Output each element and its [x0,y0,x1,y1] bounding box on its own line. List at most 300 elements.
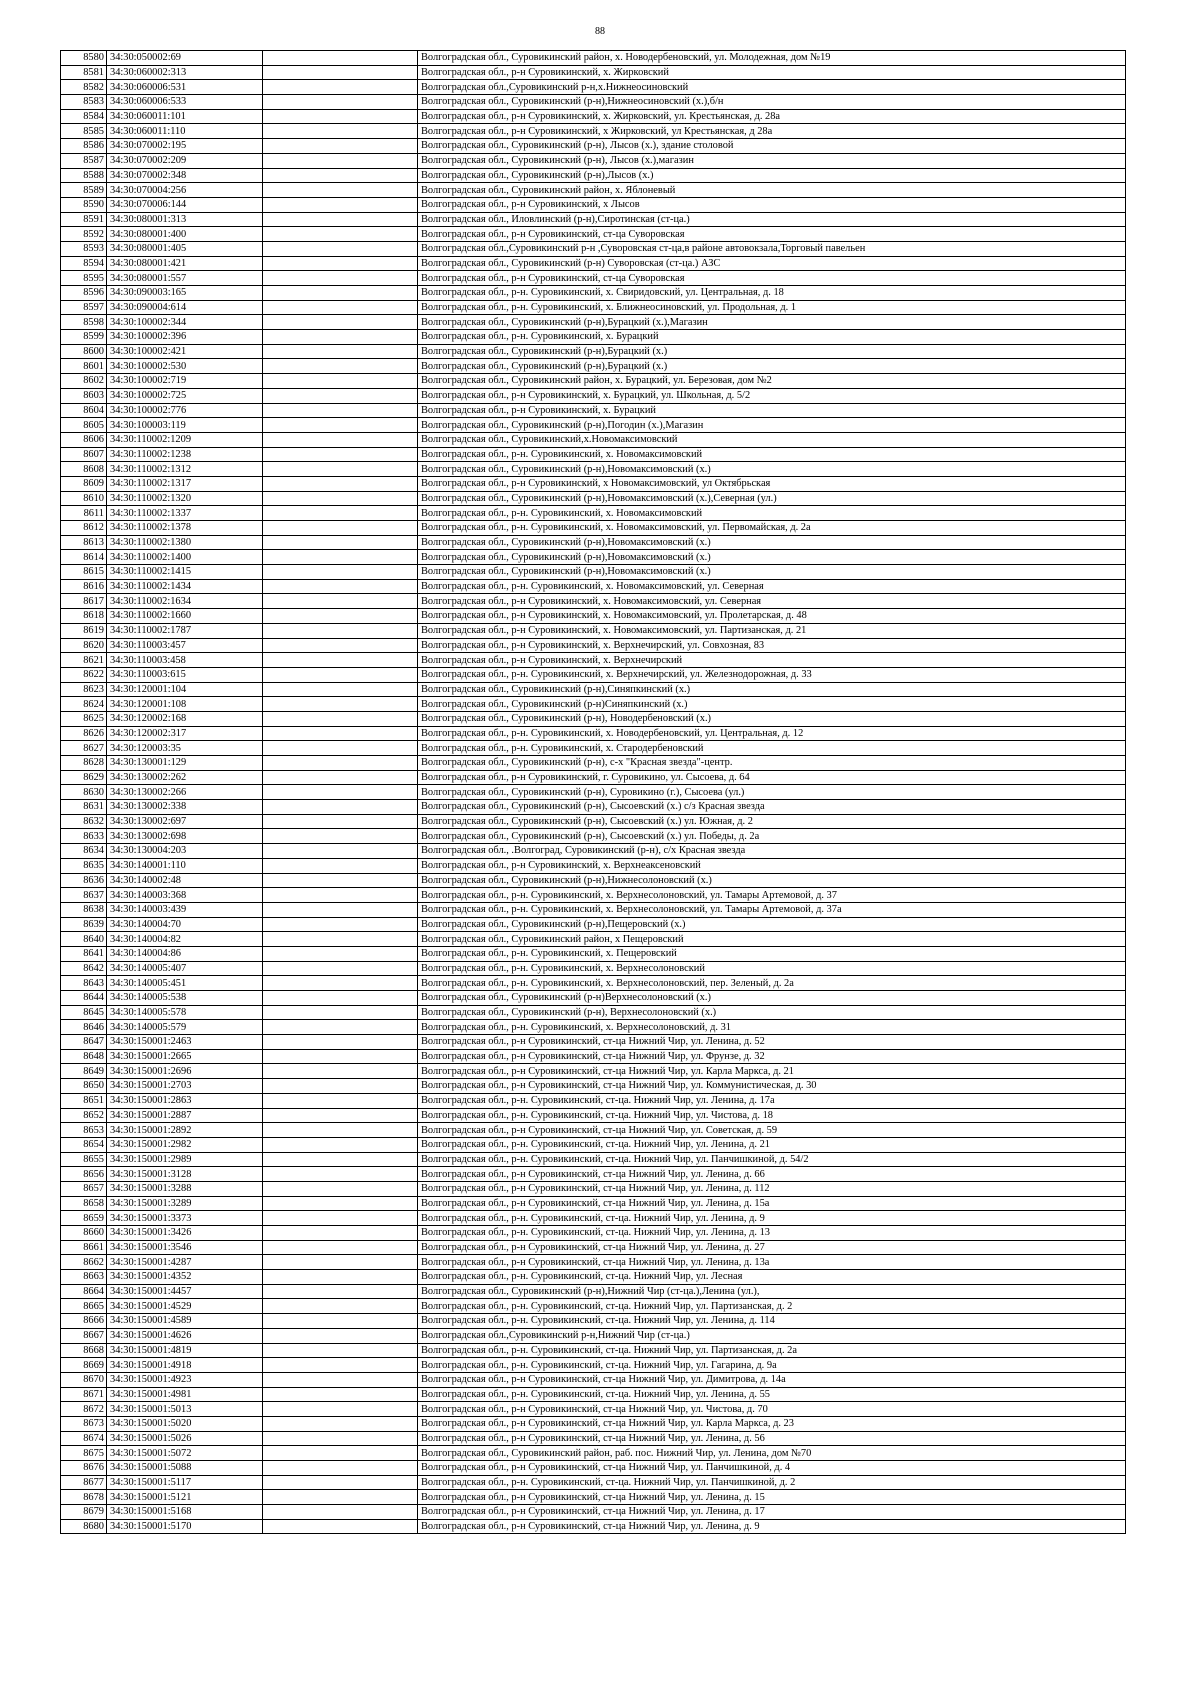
row-number-cell: 8643 [61,976,107,991]
row-number-cell: 8628 [61,756,107,771]
address-cell: Волгоградская обл., р-н Суровикинский, г. Суровикино, ул. Сысоева, д. 64 [418,770,1126,785]
address-cell: Волгоградская обл.,Суровикинский р-н,х.Нижнеосиновский [418,80,1126,95]
empty-cell [263,388,418,403]
cadastral-number-cell: 34:30:150001:5088 [107,1461,263,1476]
table-row [61,109,1126,124]
table-row [61,359,1126,374]
address-cell: Волгоградская обл.,Суровикинский р-н ,Суворовская ст-ца,в районе автовокзала,Торговый павельен [418,241,1126,256]
row-number-cell: 8583 [61,95,107,110]
table-row [61,1035,1126,1050]
cadastral-number-cell: 34:30:150001:5072 [107,1446,263,1461]
empty-cell [263,418,418,433]
cadastral-number-cell: 34:30:140002:48 [107,873,263,888]
table-row [61,388,1126,403]
address-cell: Волгоградская обл., р-н Суровикинский, х. Верхнечирский, ул. Совхозная, 83 [418,638,1126,653]
address-cell: Волгоградская обл., Суровикинский (р-н),Новомаксимовский (х.) [418,565,1126,580]
address-cell: Волгоградская обл., Суровикинский (р-н)Верхнесолоновский (х.) [418,991,1126,1006]
table-row [61,711,1126,726]
address-cell: Волгоградская обл., р-н Суровикинский, ст-ца Нижний Чир, ул. Чистова, д. 70 [418,1402,1126,1417]
empty-cell [263,139,418,154]
address-cell: Волгоградская обл., Суровикинский (р-н), Лысов (х.), здание столовой [418,139,1126,154]
empty-cell [263,800,418,815]
empty-cell [263,770,418,785]
empty-cell [263,1461,418,1476]
cadastral-number-cell: 34:30:080001:400 [107,227,263,242]
row-number-cell: 8599 [61,330,107,345]
cadastral-number-cell: 34:30:070002:209 [107,153,263,168]
table-row [61,932,1126,947]
table-row [61,432,1126,447]
row-number-cell: 8601 [61,359,107,374]
address-cell: Волгоградская обл., Суровикинский район, х. Новодербеновский, ул. Молодежная, дом №19 [418,51,1126,66]
row-number-cell: 8586 [61,139,107,154]
empty-cell [263,609,418,624]
empty-cell [263,667,418,682]
cadastral-number-cell: 34:30:120001:108 [107,697,263,712]
row-number-cell: 8667 [61,1328,107,1343]
cadastral-number-cell: 34:30:140001:110 [107,858,263,873]
table-row [61,506,1126,521]
row-number-cell: 8624 [61,697,107,712]
table-row [61,1093,1126,1108]
row-number-cell: 8674 [61,1431,107,1446]
address-cell: Волгоградская обл., р-н Суровикинский, ст-ца Нижний Чир, ул. Карла Маркса, д. 21 [418,1064,1126,1079]
empty-cell [263,1226,418,1241]
cadastral-number-cell: 34:30:140003:439 [107,902,263,917]
row-number-cell: 8622 [61,667,107,682]
table-row [61,550,1126,565]
empty-cell [263,814,418,829]
empty-cell [263,829,418,844]
table-row [61,300,1126,315]
table-row [61,1196,1126,1211]
address-cell: Волгоградская обл., р-н. Суровикинский, х. Пещеровский [418,946,1126,961]
cadastral-number-cell: 34:30:100002:776 [107,403,263,418]
cadastral-number-cell: 34:30:080001:557 [107,271,263,286]
empty-cell [263,1270,418,1285]
empty-cell [263,315,418,330]
page-number: 88 [595,26,605,37]
address-cell: Волгоградская обл., Суровикинский (р-н),Лысов (х.) [418,168,1126,183]
row-number-cell: 8588 [61,168,107,183]
address-cell: Волгоградская обл., р-н. Суровикинский, ст-ца. Нижний Чир, ул. Партизанская, д. 2 [418,1299,1126,1314]
table-row [61,829,1126,844]
cadastral-number-cell: 34:30:150001:3289 [107,1196,263,1211]
empty-cell [263,844,418,859]
empty-cell [263,227,418,242]
empty-cell [263,1020,418,1035]
row-number-cell: 8627 [61,741,107,756]
row-number-cell: 8649 [61,1064,107,1079]
empty-cell [263,1211,418,1226]
address-cell: Волгоградская обл., р-н Суровикинский, ст-ца Нижний Чир, ул. Димитрова, д. 14а [418,1372,1126,1387]
table-row [61,946,1126,961]
cadastral-number-cell: 34:30:150001:3373 [107,1211,263,1226]
cadastral-number-cell: 34:30:110003:615 [107,667,263,682]
address-cell: Волгоградская обл., Суровикинский (р-н), с-х "Красная звезда"-центр. [418,756,1126,771]
address-cell: Волгоградская обл., Суровикинский район, раб. пос. Нижний Чир, ул. Ленина, дом №70 [418,1446,1126,1461]
table-row [61,976,1126,991]
address-cell: Волгоградская обл., р-н. Суровикинский, х. Верхнесолоновский [418,961,1126,976]
row-number-cell: 8615 [61,565,107,580]
row-number-cell: 8598 [61,315,107,330]
empty-cell [263,1093,418,1108]
address-cell: Волгоградская обл., р-н Суровикинский, х Новомаксимовский, ул Октябрьская [418,476,1126,491]
row-number-cell: 8660 [61,1226,107,1241]
address-cell: Волгоградская обл., р-н Суровикинский, х. Новомаксимовский, ул. Пролетарская, д. 48 [418,609,1126,624]
address-cell: Волгоградская обл., р-н. Суровикинский, х. Новомаксимовский, ул. Первомайская, д. 2а [418,521,1126,536]
table-row [61,594,1126,609]
row-number-cell: 8655 [61,1152,107,1167]
cadastral-number-cell: 34:30:100002:421 [107,344,263,359]
table-row [61,1005,1126,1020]
empty-cell [263,95,418,110]
empty-cell [263,1108,418,1123]
address-cell: Волгоградская обл., р-н Суровикинский, х. Жирковский [418,65,1126,80]
table-row [61,374,1126,389]
empty-cell [263,1475,418,1490]
address-cell: Волгоградская обл., р-н. Суровикинский, ст-ца. Нижний Чир, ул. Ленина, д. 13 [418,1226,1126,1241]
row-number-cell: 8641 [61,946,107,961]
empty-cell [263,1064,418,1079]
empty-cell [263,902,418,917]
empty-cell [263,65,418,80]
row-number-cell: 8602 [61,374,107,389]
cadastral-number-cell: 34:30:110002:1434 [107,579,263,594]
row-number-cell: 8644 [61,991,107,1006]
address-cell: Волгоградская обл., Суровикинский (р-н),Новомаксимовский (х.) [418,550,1126,565]
address-cell: Волгоградская обл., Суровикинский (р-н),Пещеровский (х.) [418,917,1126,932]
empty-cell [263,1284,418,1299]
row-number-cell: 8662 [61,1255,107,1270]
row-number-cell: 8582 [61,80,107,95]
table-row [61,51,1126,66]
table-body [61,51,1126,1534]
cadastral-number-cell: 34:30:110002:1337 [107,506,263,521]
row-number-cell: 8677 [61,1475,107,1490]
address-cell: Волгоградская обл., Суровикинский (р-н),Новомаксимовский (х.) [418,535,1126,550]
table-row [61,197,1126,212]
row-number-cell: 8593 [61,241,107,256]
cadastral-number-cell: 34:30:150001:2887 [107,1108,263,1123]
table-row [61,168,1126,183]
cadastral-number-cell: 34:30:110002:1787 [107,623,263,638]
table-row [61,991,1126,1006]
empty-cell [263,51,418,66]
cadastral-number-cell: 34:30:150001:4457 [107,1284,263,1299]
table-row [61,330,1126,345]
empty-cell [263,579,418,594]
row-number-cell: 8591 [61,212,107,227]
cadastral-number-cell: 34:30:130001:129 [107,756,263,771]
cadastral-number-cell: 34:30:150001:5117 [107,1475,263,1490]
cadastral-number-cell: 34:30:130002:697 [107,814,263,829]
row-number-cell: 8584 [61,109,107,124]
empty-cell [263,741,418,756]
cadastral-number-cell: 34:30:070002:348 [107,168,263,183]
cadastral-number-cell: 34:30:110003:457 [107,638,263,653]
cadastral-number-cell: 34:30:110002:1400 [107,550,263,565]
table-row [61,212,1126,227]
row-number-cell: 8639 [61,917,107,932]
cadastral-number-cell: 34:30:150001:4589 [107,1314,263,1329]
cadastral-number-cell: 34:30:150001:4626 [107,1328,263,1343]
cadastral-number-cell: 34:30:150001:2665 [107,1049,263,1064]
address-cell: Волгоградская обл., р-н. Суровикинский, х. Верхнечирский, ул. Железнодорожная, д. 33 [418,667,1126,682]
cadastral-number-cell: 34:30:110002:1378 [107,521,263,536]
empty-cell [263,124,418,139]
cadastral-number-cell: 34:30:150001:5013 [107,1402,263,1417]
cadastral-number-cell: 34:30:140004:70 [107,917,263,932]
cadastral-number-cell: 34:30:110002:1238 [107,447,263,462]
cadastral-number-cell: 34:30:080001:313 [107,212,263,227]
empty-cell [263,521,418,536]
cadastral-number-cell: 34:30:100002:396 [107,330,263,345]
empty-cell [263,858,418,873]
row-number-cell: 8585 [61,124,107,139]
address-cell: Волгоградская обл., р-н Суровикинский, ст-ца Нижний Чир, ул. Советская, д. 59 [418,1123,1126,1138]
row-number-cell: 8607 [61,447,107,462]
row-number-cell: 8657 [61,1181,107,1196]
table-row [61,124,1126,139]
cadastral-number-cell: 34:30:150001:5168 [107,1505,263,1520]
address-cell: Волгоградская обл., Иловлинский (р-н),Сиротинская (ст-ца.) [418,212,1126,227]
address-cell: Волгоградская обл., р-н. Суровикинский, х. Ближнеосиновский, ул. Продольная, д. 1 [418,300,1126,315]
row-number-cell: 8608 [61,462,107,477]
table-row [61,1240,1126,1255]
address-cell: Волгоградская обл., р-н. Суровикинский, ст-ца. Нижний Чир, ул. Панчишкиной, д. 2 [418,1475,1126,1490]
table-row [61,227,1126,242]
empty-cell [263,491,418,506]
cadastral-number-cell: 34:30:150001:2463 [107,1035,263,1050]
address-cell: Волгоградская обл., р-н Суровикинский, ст-ца Нижний Чир, ул. Ленина, д. 15а [418,1196,1126,1211]
cadastral-number-cell: 34:30:110002:1320 [107,491,263,506]
row-number-cell: 8596 [61,286,107,301]
cadastral-number-cell: 34:30:060006:531 [107,80,263,95]
cadastral-number-cell: 34:30:150001:4529 [107,1299,263,1314]
empty-cell [263,1387,418,1402]
row-number-cell: 8629 [61,770,107,785]
row-number-cell: 8669 [61,1358,107,1373]
address-cell: Волгоградская обл., р-н Суровикинский, ст-ца Нижний Чир, ул. Ленина, д. 66 [418,1167,1126,1182]
empty-cell [263,932,418,947]
empty-cell [263,462,418,477]
row-number-cell: 8648 [61,1049,107,1064]
empty-cell [263,330,418,345]
row-number-cell: 8600 [61,344,107,359]
address-cell: Волгоградская обл., Суровикинский (р-н),Бурацкий (х.) [418,344,1126,359]
empty-cell [263,271,418,286]
row-number-cell: 8632 [61,814,107,829]
table-row [61,667,1126,682]
table-row [61,726,1126,741]
empty-cell [263,1431,418,1446]
row-number-cell: 8664 [61,1284,107,1299]
table-row [61,1270,1126,1285]
table-row [61,491,1126,506]
table-row [61,344,1126,359]
empty-cell [263,168,418,183]
row-number-cell: 8672 [61,1402,107,1417]
row-number-cell: 8597 [61,300,107,315]
cadastral-number-cell: 34:30:150001:2696 [107,1064,263,1079]
table-row [61,858,1126,873]
empty-cell [263,197,418,212]
address-cell: Волгоградская обл., р-н Суровикинский, ст-ца Нижний Чир, ул. Ленина, д. 52 [418,1035,1126,1050]
cadastral-number-cell: 34:30:100003:119 [107,418,263,433]
cadastral-number-cell: 34:30:150001:3426 [107,1226,263,1241]
table-row [61,1211,1126,1226]
address-cell: Волгоградская обл., Суровикинский (р-н), Сысоевский (х.) ул. Победы, д. 2а [418,829,1126,844]
row-number-cell: 8606 [61,432,107,447]
table-row [61,1299,1126,1314]
row-number-cell: 8663 [61,1270,107,1285]
table-row [61,1049,1126,1064]
empty-cell [263,256,418,271]
table-row [61,1284,1126,1299]
address-cell: Волгоградская обл., Суровикинский (р-н),Погодин (х.),Магазин [418,418,1126,433]
address-cell: Волгоградская обл., р-н Суровикинский, х. Верхнеаксеновский [418,858,1126,873]
cadastral-number-cell: 34:30:140003:368 [107,888,263,903]
row-number-cell: 8619 [61,623,107,638]
cadastral-number-cell: 34:30:110002:1634 [107,594,263,609]
table-row [61,1255,1126,1270]
row-number-cell: 8642 [61,961,107,976]
cadastral-number-cell: 34:30:130002:262 [107,770,263,785]
empty-cell [263,1446,418,1461]
empty-cell [263,756,418,771]
empty-cell [263,1196,418,1211]
row-number-cell: 8635 [61,858,107,873]
address-cell: Волгоградская обл., Суровикинский (р-н), Сысоевский (х.) с/з Красная звезда [418,800,1126,815]
address-cell: Волгоградская обл., р-н. Суровикинский, ст-ца. Нижний Чир, ул. Гагарина, д. 9а [418,1358,1126,1373]
table-row [61,653,1126,668]
empty-cell [263,535,418,550]
table-row [61,682,1126,697]
row-number-cell: 8626 [61,726,107,741]
table-row [61,1181,1126,1196]
empty-cell [263,1181,418,1196]
address-cell: Волгоградская обл., р-н Суровикинский, ст-ца Нижний Чир, ул. Ленина, д. 56 [418,1431,1126,1446]
address-cell: Волгоградская обл., Суровикинский (р-н),Новомаксимовский (х.),Северная (ул.) [418,491,1126,506]
row-number-cell: 8656 [61,1167,107,1182]
cadastral-number-cell: 34:30:110002:1312 [107,462,263,477]
empty-cell [263,785,418,800]
address-cell: Волгоградская обл., Суровикинский (р-н),Нижнеосиновский (х.),б/н [418,95,1126,110]
row-number-cell: 8610 [61,491,107,506]
address-cell: Волгоградская обл., р-н Суровикинский, ст-ца Нижний Чир, ул. Ленина, д. 112 [418,1181,1126,1196]
cadastral-number-cell: 34:30:150001:2982 [107,1137,263,1152]
address-cell: Волгоградская обл., р-н. Суровикинский, х. Новомаксимовский, ул. Северная [418,579,1126,594]
cadastral-number-cell: 34:30:140004:86 [107,946,263,961]
empty-cell [263,653,418,668]
row-number-cell: 8678 [61,1490,107,1505]
table-row [61,447,1126,462]
row-number-cell: 8671 [61,1387,107,1402]
row-number-cell: 8614 [61,550,107,565]
cadastral-number-cell: 34:30:130004:203 [107,844,263,859]
table-row [61,888,1126,903]
address-cell: Волгоградская обл., Суровикинский район, х Пещеровский [418,932,1126,947]
empty-cell [263,917,418,932]
address-cell: Волгоградская обл., р-н. Суровикинский, х. Новодербеновский, ул. Центральная, д. 12 [418,726,1126,741]
table-row [61,1108,1126,1123]
address-cell: Волгоградская обл., р-н. Суровикинский, ст-ца. Нижний Чир, ул. Ленина, д. 17а [418,1093,1126,1108]
cadastral-number-cell: 34:30:150001:2892 [107,1123,263,1138]
cadastral-number-cell: 34:30:140005:407 [107,961,263,976]
cadastral-number-cell: 34:30:130002:698 [107,829,263,844]
row-number-cell: 8634 [61,844,107,859]
table-row [61,65,1126,80]
empty-cell [263,1137,418,1152]
row-number-cell: 8636 [61,873,107,888]
empty-cell [263,550,418,565]
address-cell: Волгоградская обл., р-н. Суровикинский, х. Новомаксимовский [418,506,1126,521]
address-cell: Волгоградская обл., Суровикинский (р-н),Бурацкий (х.) [418,359,1126,374]
address-cell: Волгоградская обл., р-н Суровикинский, ст-ца Суворовская [418,227,1126,242]
row-number-cell: 8605 [61,418,107,433]
table-row [61,521,1126,536]
empty-cell [263,1402,418,1417]
cadastral-number-cell: 34:30:150001:4819 [107,1343,263,1358]
address-cell: Волгоградская обл., р-н. Суровикинский, х. Стародербеновский [418,741,1126,756]
cadastral-number-cell: 34:30:070004:256 [107,183,263,198]
row-number-cell: 8609 [61,476,107,491]
address-cell: Волгоградская обл., р-н. Суровикинский, х. Верхнесолоновский, д. 31 [418,1020,1126,1035]
address-cell: Волгоградская обл., р-н. Суровикинский, ст-ца. Нижний Чир, ул. Ленина, д. 9 [418,1211,1126,1226]
address-cell: Волгоградская обл., Суровикинский (р-н), Суровикино (г.), Сысоева (ул.) [418,785,1126,800]
table-row [61,1402,1126,1417]
cadastral-number-cell: 34:30:100002:530 [107,359,263,374]
table-row [61,95,1126,110]
cadastral-number-cell: 34:30:150001:5121 [107,1490,263,1505]
cadastral-number-cell: 34:30:070002:195 [107,139,263,154]
empty-cell [263,153,418,168]
empty-cell [263,183,418,198]
table-row [61,917,1126,932]
cadastral-number-cell: 34:30:110002:1380 [107,535,263,550]
cadastral-number-cell: 34:30:140005:579 [107,1020,263,1035]
table-row [61,1226,1126,1241]
table-row [61,1137,1126,1152]
table-row [61,1387,1126,1402]
address-cell: Волгоградская обл., р-н. Суровикинский, ст-ца. Нижний Чир, ул. Ленина, д. 55 [418,1387,1126,1402]
row-number-cell: 8589 [61,183,107,198]
address-cell: Волгоградская обл., р-н. Суровикинский, х. Свиридовский, ул. Центральная, д. 18 [418,286,1126,301]
empty-cell [263,80,418,95]
row-number-cell: 8592 [61,227,107,242]
cadastral-number-cell: 34:30:150001:2989 [107,1152,263,1167]
table-row [61,1152,1126,1167]
row-number-cell: 8675 [61,1446,107,1461]
table-row [61,1123,1126,1138]
empty-cell [263,623,418,638]
cadastral-number-cell: 34:30:150001:3128 [107,1167,263,1182]
cadastral-number-cell: 34:30:150001:4287 [107,1255,263,1270]
table-row [61,770,1126,785]
cadastral-number-cell: 34:30:130002:266 [107,785,263,800]
table-row [61,1446,1126,1461]
table-row [61,462,1126,477]
table-row [61,1020,1126,1035]
empty-cell [263,1152,418,1167]
row-number-cell: 8580 [61,51,107,66]
cadastral-number-cell: 34:30:070006:144 [107,197,263,212]
table-row [61,1416,1126,1431]
row-number-cell: 8666 [61,1314,107,1329]
empty-cell [263,1358,418,1373]
empty-cell [263,946,418,961]
